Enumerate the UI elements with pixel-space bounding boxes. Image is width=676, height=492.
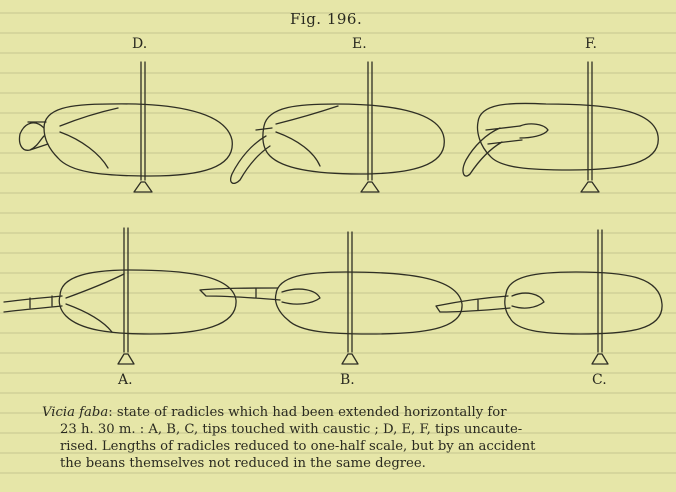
bean-b-outline: [276, 272, 463, 334]
cotyledon-f: [520, 124, 548, 138]
cotyledon-b: [282, 289, 320, 304]
pin-c: [592, 230, 608, 364]
panel-label-e: E.: [352, 36, 367, 52]
bean-c-outline: [505, 272, 662, 334]
bean-a-outline: [59, 270, 236, 334]
panel-label-f: F.: [585, 36, 597, 52]
cotyledon-split-d: [60, 108, 118, 168]
figure-caption: [42, 404, 642, 472]
cotyledon-c: [512, 293, 544, 308]
bean-d-drawing: [19, 62, 232, 192]
bean-f-drawing: [463, 62, 658, 192]
radicle-a: [4, 296, 62, 312]
panel-label-c: C.: [592, 372, 607, 388]
radicle-c: [436, 296, 510, 312]
pin-a: [118, 228, 134, 364]
caption-line-1: [42, 404, 642, 421]
bean-b-drawing: [200, 232, 462, 364]
pin-d: [134, 62, 152, 192]
pin-b: [342, 232, 358, 364]
radicle-b: [200, 288, 280, 300]
cotyledon-split-e: [276, 106, 338, 166]
panel-label-d: D.: [132, 36, 148, 52]
pin-e: [361, 62, 379, 192]
caption-line-4: the beans themselves not reduced in the same degree.: [60, 456, 426, 471]
panel-label-b: B.: [340, 372, 355, 388]
figure-title: Fig. 196.: [290, 10, 363, 28]
panel-label-a: A.: [118, 372, 133, 388]
radicle-f: [463, 126, 522, 176]
bean-e-outline: [263, 104, 444, 174]
radicle-e: [231, 128, 272, 183]
bean-c-drawing: [436, 230, 662, 364]
caption-line-2: 23 h. 30 m. : A, B, C, tips touched with caustic ; D, E, F, tips uncaute-: [60, 422, 523, 437]
caption-line-3: rised. Lengths of radicles reduced to one-half scale, but by an accident: [60, 439, 536, 454]
bean-d-outline: [44, 104, 232, 176]
cotyledon-split-a: [66, 274, 124, 332]
bean-e-drawing: [231, 62, 445, 192]
caption-line-1-rest: : state of radicles which had been extended horizontally for: [108, 405, 507, 420]
caption-species: Vicia faba: [42, 405, 109, 420]
pin-f: [581, 62, 599, 192]
bean-a-drawing: [4, 228, 236, 364]
bean-f-outline: [478, 103, 659, 170]
